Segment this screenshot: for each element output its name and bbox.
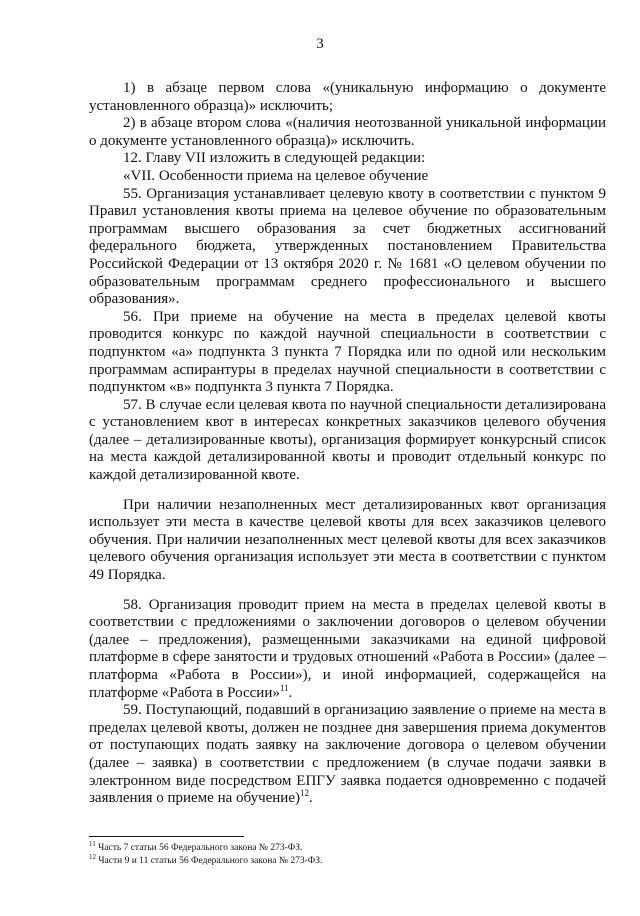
page-number: 3 <box>316 36 324 52</box>
footnote-divider <box>89 836 244 837</box>
paragraph-59 <box>89 702 606 808</box>
paragraph-subitem-1: 1) в абзаце первом слова «(уникальную информацию о документе установленного образца)» исключить; <box>89 80 606 114</box>
paragraph-59-end: . <box>308 790 313 807</box>
paragraph-item-12: 12. Главу VII изложить в следующей редакции: <box>123 150 426 167</box>
paragraph-58-text: 58. Организация проводит прием на места в пределах целевой квоты в соответствии с предложениями о заключении договоров о целевом обучении (далее – предложения), размещенными заказчиками на единой цифровой платформе в сфере занятости и трудовых отношений «Работа в России» (далее – платформа «Работа в России»), и иной информацией, содержащейся на платформе «Работа в России» <box>89 596 606 701</box>
chapter-heading: «VII. Особенности приема на целевое обучение <box>123 167 429 184</box>
paragraph-58 <box>89 597 606 703</box>
footnote-text: Часть 7 статьи 56 Федерального закона № 273-ФЗ. <box>98 843 303 853</box>
footnote-12 <box>89 852 606 868</box>
paragraph-58-end: . <box>288 684 293 701</box>
paragraph-59-text: 59. Поступающий, подавший в организацию заявление о приеме на места в пределах целевой квоты, должен не позднее дня завершения приема документов от поступающих подать заявку на заключение договора о целевом обучении (далее – заявка) в соответствии с предложением (в случае подачи заявки в электронном виде посредством ЕПГУ заявка подается одновременно с подачей заявления о приеме на обучение) <box>89 702 607 807</box>
footnote-number: 12 <box>89 852 96 861</box>
paragraph-57-continued: При наличии незаполненных мест детализированных квот организация использует эти места в качестве целевой квоты для всех заказчиков целевого обучения. При наличии незаполненных мест целевой квоты для всех заказчиков целевого обучения организация использует эти места в соответствии с пунктом 49 Порядка. <box>89 496 606 584</box>
footnote-number: 11 <box>89 839 96 848</box>
paragraph-56: 56. При приеме на обучение на места в пределах целевой квоты проводится конкурс по каждой научной специальности в соответствии с подпунктом «а» подпункта 3 пункта 7 Порядка или по одной или нескольким программам аспирантуры в пределах научной специальности в соответствии с подпунктом «в» подпункта 3 пункта 7 Порядка. <box>89 308 606 396</box>
footnote-ref-12: 12 <box>299 788 309 799</box>
paragraph-55: 55. Организация устанавливает целевую квоту в соответствии с пунктом 9 Правил установления квоты приема на целевое обучение по образовательным программам высшего образования за счет бюджетных ассигнований федерального бюджета, утвержденных постановлением Правительства Российской Федерации от 13 октября 2020 г. № 1681 «О целевом обучении по образовательным программам среднего профессионального и высшего образования». <box>89 185 606 308</box>
footnote-11 <box>89 839 606 855</box>
footnotes <box>89 839 606 868</box>
document-body <box>89 80 606 808</box>
footnote-ref-11: 11 <box>279 682 289 693</box>
paragraph-subitem-2: 2) в абзаце втором слова «(наличия неотозванной уникальной информации о документе установленного образца)» исключить. <box>89 115 606 149</box>
paragraph-57: 57. В случае если целевая квота по научной специальности детализирована с установлением квот в интересах конкретных заказчиков целевого обучения (далее – детализированные квоты), организация формирует конкурсный список на места каждой детализированной квоты и проводит отдельный конкурс по каждой детализированной квоте. <box>89 396 606 484</box>
footnote-text: Части 9 и 11 статьи 56 Федерального закона № 273-ФЗ. <box>98 856 323 866</box>
